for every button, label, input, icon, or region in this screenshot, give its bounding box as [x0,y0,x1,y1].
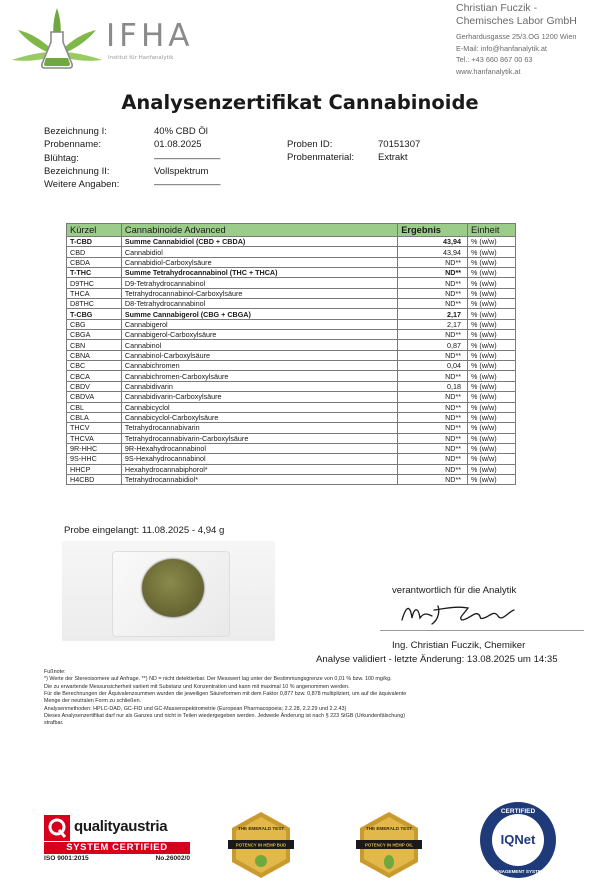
cell-kurzel: D8THC [67,299,122,309]
cell-kurzel: THCA [67,288,122,298]
cell-ergebnis: ND** [398,412,468,422]
footnote-line: strafbar. [44,720,64,727]
proben-id-value: 70151307 [378,139,421,150]
table-row [67,433,516,443]
cell-einheit: % (w/w) [468,309,516,319]
leaf-flask-icon [8,2,106,80]
cell-kurzel: THCVA [67,433,122,443]
cell-name: Cannabigerol [121,319,397,329]
info-labels-right [287,138,354,165]
table-row [67,423,516,433]
cell-einheit: % (w/w) [468,474,516,484]
lab-name-line1: Christian Fuczik - [456,2,538,14]
cell-kurzel: 9R-HHC [67,443,122,453]
cell-name: Cannabicyclol-Carboxylsäure [121,412,397,422]
analyse-validiert: Analyse validiert - letzte Änderung: 13.08.2025 um 14:35 [316,654,558,665]
cell-kurzel: D9THC [67,278,122,288]
cell-einheit: % (w/w) [468,257,516,267]
cell-einheit: % (w/w) [468,392,516,402]
cell-einheit: % (w/w) [468,412,516,422]
table-row [67,257,516,267]
cell-kurzel: CBG [67,319,122,329]
cell-name: Tetrahydrocannabidiol* [121,474,397,484]
cell-name: Cannabidiol [121,247,397,257]
cell-einheit: % (w/w) [468,278,516,288]
cell-name: Cannabinol-Carboxylsäure [121,350,397,360]
cell-name: 9R-Hexahydrocannabinol [121,443,397,453]
qa-name: qualityaustria [74,818,168,835]
bezeichnung-value: 40% CBD Öl [154,126,208,137]
ifha-logo [8,2,198,82]
table-row [67,361,516,371]
bluhtag-value: ——————— [154,152,221,164]
table-row [67,340,516,350]
cell-name: Cannabidivarin-Carboxylsäure [121,392,397,402]
cell-kurzel: CBLA [67,412,122,422]
weitere-label: Weitere Angaben: [44,179,120,191]
table-row [67,474,516,484]
cell-name: Summe Tetrahydrocannabinol (THC + THCA) [121,268,397,278]
chemiker-name: Ing. Christian Fuczik, Chemiker [392,640,526,651]
cell-name: Cannabidiol-Carboxylsäure [121,257,397,267]
footnote-line: Für die Berechnungen der Äquivalenzsummen wurden die jeweiligen Säureformen mit dem Faktor 0,877 bzw. 0,878 multipliziert, um auf die äquivalente [44,691,407,698]
cell-name: Tetrahydrocannabivarin-Carboxylsäure [121,433,397,443]
lab-address: Gerhardusgasse 25/3.OG 1200 Wien [456,32,577,41]
lab-address-block [456,2,600,77]
info-labels [44,125,119,191]
cell-kurzel: T-CBD [67,237,122,247]
lab-name-line2: Chemisches Labor GmbH [456,15,577,27]
cell-kurzel: CBC [67,361,122,371]
cell-ergebnis: 2,17 [398,309,468,319]
table-row [67,288,516,298]
header-kurzel: Kürzel [67,224,122,237]
cell-ergebnis: ND** [398,268,468,278]
cell-ergebnis: 0,04 [398,361,468,371]
q-icon [44,815,70,841]
cell-ergebnis: ND** [398,454,468,464]
probenmaterial-label: Probenmaterial: [287,152,355,164]
table-row [67,268,516,278]
lab-email: E-Mail: info@hanfanalytik.at [456,43,547,53]
cell-ergebnis: ND** [398,278,468,288]
qa-iso: ISO 9001:2015 [44,855,89,862]
iqnet-certified-logo [478,800,558,880]
table-row [67,299,516,309]
verantwortlich-text: verantwortlich für die Analytik [392,585,517,596]
table-row [67,247,516,257]
header-ergebnis: Ergebnis [398,224,468,237]
footnote-heading: Fußnote: [44,669,66,675]
cell-name: Summe Cannabidiol (CBD + CBDA) [121,237,397,247]
cell-einheit: % (w/w) [468,423,516,433]
table-row [67,464,516,474]
table-row [67,278,516,288]
cell-kurzel: CBDV [67,381,122,391]
signature-line [380,630,584,631]
cell-einheit: % (w/w) [468,350,516,360]
cell-kurzel: T-CBG [67,309,122,319]
cell-kurzel: HHCP [67,464,122,474]
footnote-line: Menge der neutralen Form zu schließen. [44,698,142,705]
header-cannabinoide: Cannabinoide Advanced [121,224,397,237]
table-row [67,237,516,247]
cell-kurzel: CBDA [67,257,122,267]
table-row [67,392,516,402]
bezeichnung-label: Bezeichnung I: [44,126,107,137]
logo-wordmark: IFHA [106,18,194,54]
info-values-right [378,138,420,165]
cell-ergebnis: 43,94 [398,237,468,247]
cell-name: D8-Tetrahydrocannabinol [121,299,397,309]
cell-name: Tetrahydrocannabivarin [121,423,397,433]
cell-einheit: % (w/w) [468,381,516,391]
cell-ergebnis: ND** [398,371,468,381]
footnote [44,669,584,728]
cell-ergebnis: ND** [398,423,468,433]
cell-name: Cannabinol [121,340,397,350]
cell-kurzel: H4CBD [67,474,122,484]
cell-einheit: % (w/w) [468,361,516,371]
cell-einheit: % (w/w) [468,371,516,381]
cell-kurzel: CBDVA [67,392,122,402]
cell-ergebnis: 43,94 [398,247,468,257]
cell-einheit: % (w/w) [468,268,516,278]
cell-kurzel: 9S-HHC [67,454,122,464]
bezeichnung2-value: Vollspektrum [154,165,209,177]
table-row [67,371,516,381]
table-header-row [67,224,516,237]
cell-kurzel: CBNA [67,350,122,360]
table-row [67,319,516,329]
table-row [67,454,516,464]
cell-einheit: % (w/w) [468,443,516,453]
cell-name: Cannabigerol-Carboxylsäure [121,330,397,340]
cell-ergebnis: ND** [398,464,468,474]
header-einheit: Einheit [468,224,516,237]
seal-ribbon-text: POTENCY IN HEMP OIL [364,842,414,848]
cell-einheit: % (w/w) [468,247,516,257]
iqnet-mid-text: IQNet [500,832,536,847]
sample-oil-drop [142,559,204,617]
cell-ergebnis: ND** [398,402,468,412]
cell-name: Cannabichromen [121,361,397,371]
cell-kurzel: CBCA [67,371,122,381]
seal-top-text: THE EMERALD TEST [237,826,285,831]
cell-ergebnis: ND** [398,330,468,340]
cell-kurzel: CBL [67,402,122,412]
cell-einheit: % (w/w) [468,319,516,329]
cell-kurzel: CBN [67,340,122,350]
cell-kurzel: CBD [67,247,122,257]
cell-ergebnis: 0,87 [398,340,468,350]
table-row [67,412,516,422]
table-row [67,309,516,319]
cell-kurzel: CBGA [67,330,122,340]
signature-image [398,598,518,628]
iqnet-bottom-text: MANAGEMENT SYSTEM [491,869,545,874]
emerald-test-bud-seal [226,810,296,880]
probenname-value: 01.08.2025 [154,139,202,151]
cell-einheit: % (w/w) [468,464,516,474]
cell-ergebnis: ND** [398,350,468,360]
table-row [67,350,516,360]
lab-web: www.hanfanalytik.at [456,66,521,76]
cell-ergebnis: ND** [398,433,468,443]
cell-kurzel: T-THC [67,268,122,278]
cell-ergebnis: 2,17 [398,319,468,329]
cell-name: Hexahydrocannabiphorol* [121,464,397,474]
cell-einheit: % (w/w) [468,299,516,309]
cell-name: Cannabidivarin [121,381,397,391]
table-body [67,237,516,485]
cell-name: 9S-Hexahydrocannabinol [121,454,397,464]
cell-einheit: % (w/w) [468,402,516,412]
seal-top-text: THE EMERALD TEST [365,826,413,831]
probe-eingelangt: Probe eingelangt: 11.08.2025 - 4,94 g [64,525,225,536]
cell-name: Cannabichromen-Carboxylsäure [121,371,397,381]
table-row [67,443,516,453]
cell-ergebnis: 0,18 [398,381,468,391]
footnote-line: Analysenmethoden: HPLC-DAD, GC-FID und GC-Massenspektrometrie (European Pharmacopoeia; 2.2.28, 2.2.29 und 2.2.43) [44,705,347,712]
cell-ergebnis: ND** [398,299,468,309]
cell-einheit: % (w/w) [468,330,516,340]
footnote-line: Die zu erwartende Messunsicherheit variiert mit Substanz und Konzentration und kann mit maximal 10 % angenommen werden. [44,683,350,690]
cell-ergebnis: ND** [398,392,468,402]
sample-photo [62,541,275,641]
document-title: Analysenzertifikat Cannabinoide [121,91,479,114]
table-row [67,330,516,340]
cell-ergebnis: ND** [398,288,468,298]
emerald-test-oil-seal [354,810,424,880]
cell-name: D9-Tetrahydrocannabinol [121,278,397,288]
probenmaterial-value: Extrakt [378,152,408,164]
cell-ergebnis: ND** [398,474,468,484]
probenname-label: Probenname: [44,139,102,151]
qa-number: No.26002/0 [155,855,190,862]
cell-einheit: % (w/w) [468,288,516,298]
footnote-line: *) Werte der Stereoisomere auf Anfrage. **) ND = nicht detektierbar. Der Messwert lag unter der Bestimmungsgrenze von 0,01 % bzw. 100 mg/kg. [44,676,392,683]
weitere-value: ——————— [154,179,221,191]
footnote-line: Dieses Analysenzertifikat darf nur als Ganzes und nicht in Teilen wiedergegeben werden. Jedwede Änderung ist nach § 223 StGB (Urkundenfälschung) [44,713,405,720]
cell-name: Tetrahydrocannabinol-Carboxylsäure [121,288,397,298]
proben-id-label: Proben ID: [287,139,333,150]
cell-einheit: % (w/w) [468,237,516,247]
qa-system-certified: SYSTEM CERTIFIED [44,842,190,854]
logo-subtext: Institut für Hanfanalytik [108,55,174,61]
cannabinoid-results-table [66,223,516,485]
cell-einheit: % (w/w) [468,433,516,443]
seal-ribbon-text: POTENCY IN HEMP BUD [235,842,287,848]
cell-einheit: % (w/w) [468,340,516,350]
info-values [154,125,221,191]
iqnet-top-text: CERTIFIED [500,808,536,815]
cell-kurzel: THCV [67,423,122,433]
cell-name: Summe Cannabigerol (CBG + CBGA) [121,309,397,319]
table-row [67,381,516,391]
lab-tel: Tel.: +43 660 867 00 63 [456,55,533,64]
cell-name: Cannabicyclol [121,402,397,412]
bezeichnung2-label: Bezeichnung II: [44,165,110,177]
cell-ergebnis: ND** [398,257,468,267]
qualityaustria-logo [44,815,190,863]
table-row [67,402,516,412]
cell-ergebnis: ND** [398,443,468,453]
bluhtag-label: Blühtag: [44,152,79,164]
cell-einheit: % (w/w) [468,454,516,464]
